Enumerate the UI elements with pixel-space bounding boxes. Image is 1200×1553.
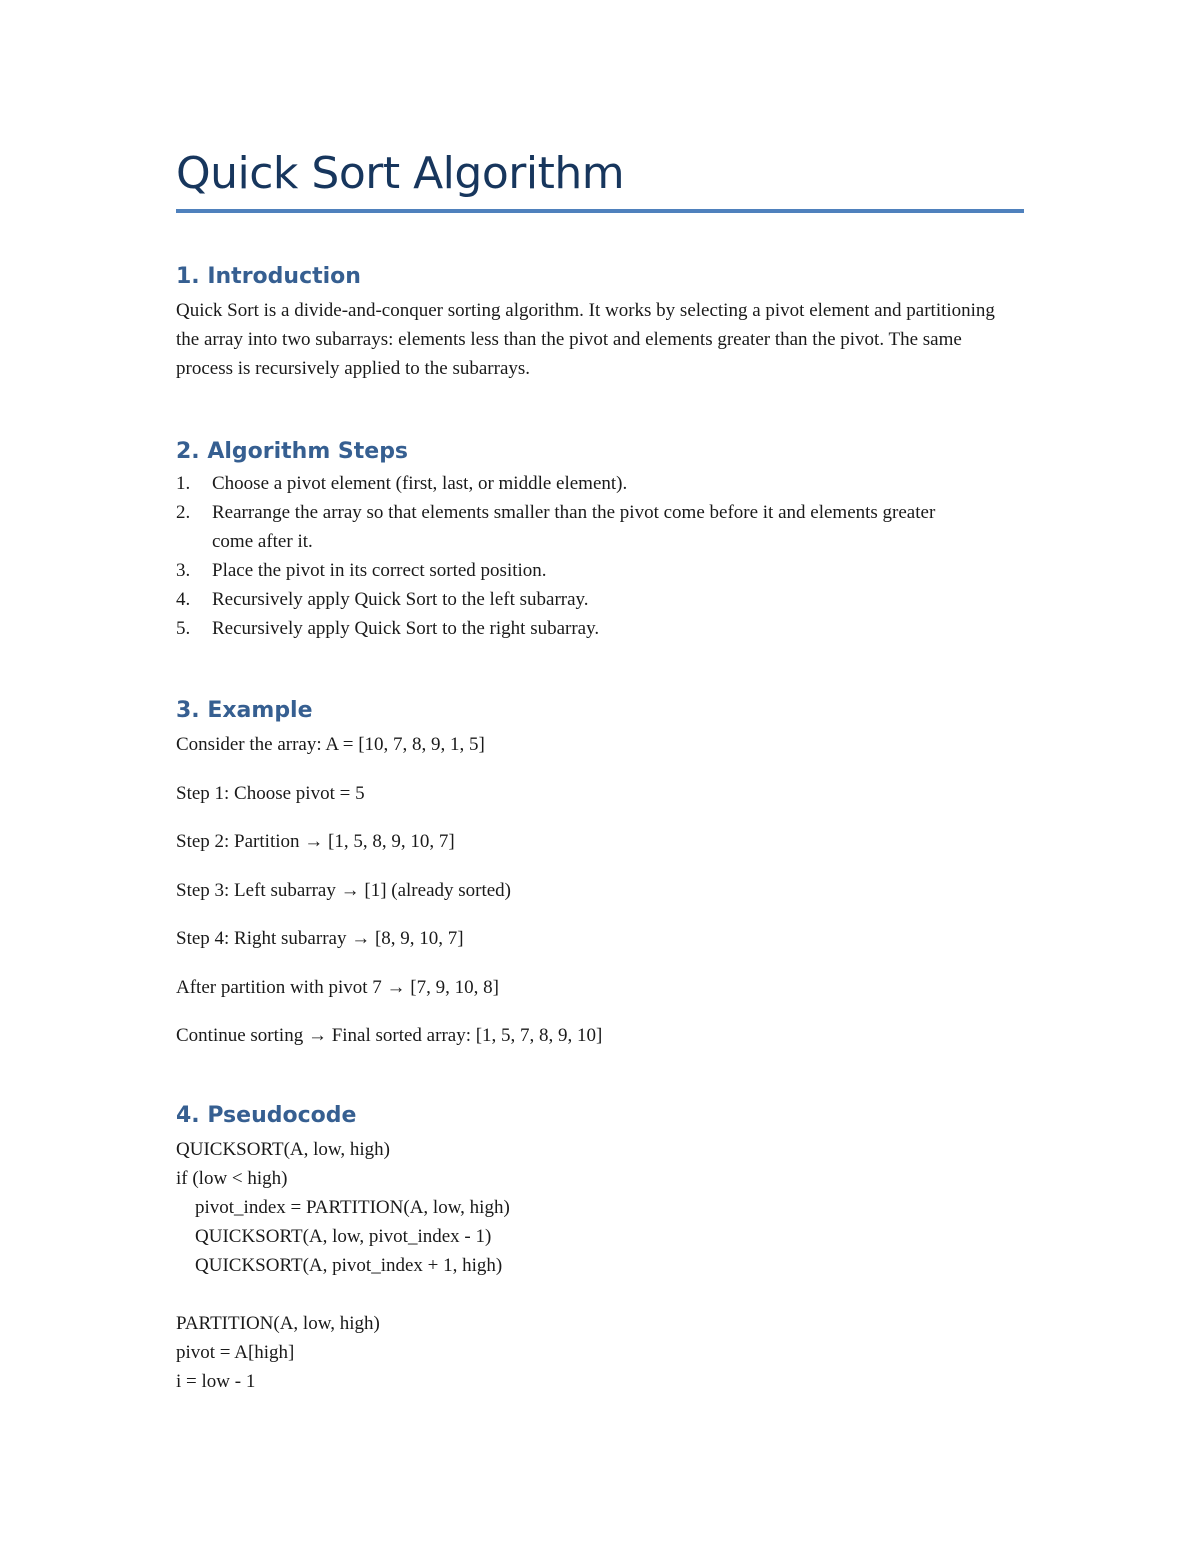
example-lines bbox=[176, 730, 1026, 1050]
section-pseudocode bbox=[176, 1101, 1026, 1396]
code-line: pivot = A[high] bbox=[176, 1342, 295, 1363]
example-line: Continue sorting → Final sorted array: [1, 5, 7, 8, 9, 10] bbox=[176, 1025, 603, 1046]
title-underline-rule bbox=[176, 209, 1024, 213]
section-heading-pseudocode: 4. Pseudocode bbox=[176, 1103, 357, 1128]
section-heading-algorithm-steps: 2. Algorithm Steps bbox=[176, 439, 409, 464]
algorithm-steps-list bbox=[176, 469, 1026, 643]
example-line: Step 1: Choose pivot = 5 bbox=[176, 782, 365, 804]
list-item-text: Place the pivot in its correct sorted position. bbox=[212, 560, 547, 581]
code-line: QUICKSORT(A, low, high) bbox=[176, 1139, 391, 1160]
list-item-text: Recursively apply Quick Sort to the left subarray. bbox=[212, 589, 589, 610]
code-line: QUICKSORT(A, low, pivot_index - 1) bbox=[195, 1226, 492, 1247]
code-line: pivot_index = PARTITION(A, low, high) bbox=[195, 1197, 510, 1218]
list-item-number: 1. bbox=[176, 473, 191, 494]
list-item-number: 4. bbox=[176, 589, 191, 610]
introduction-paragraph: Quick Sort is a divide-and-conquer sorting algorithm. It works by selecting a pivot element and partitioning the array into two subarrays: elements less than the pivot and elements greater than the pivot. The same process is recursively applied to the subarrays. bbox=[176, 300, 995, 379]
example-line: Step 4: Right subarray → [8, 9, 10, 7] bbox=[176, 928, 464, 949]
list-item bbox=[176, 469, 972, 498]
list-item bbox=[176, 614, 972, 643]
code-line: i = low - 1 bbox=[176, 1371, 256, 1392]
section-heading-example: 3. Example bbox=[176, 698, 313, 723]
example-line: After partition with pivot 7 → [7, 9, 10, 8] bbox=[176, 976, 499, 998]
section-heading-introduction: 1. Introduction bbox=[176, 264, 361, 289]
code-line: PARTITION(A, low, high) bbox=[176, 1313, 380, 1334]
example-line: Consider the array: A = [10, 7, 8, 9, 1, 5] bbox=[176, 734, 485, 755]
list-item-number: 5. bbox=[176, 618, 191, 639]
list-item bbox=[176, 498, 972, 556]
list-item bbox=[176, 556, 972, 585]
list-item bbox=[176, 585, 972, 614]
pseudocode-block bbox=[176, 1135, 1026, 1396]
list-item-text: Choose a pivot element (first, last, or middle element). bbox=[212, 473, 628, 494]
list-item-number: 3. bbox=[176, 560, 191, 581]
list-item-text: Rearrange the array so that elements smaller than the pivot come before it and elements greater come after it. bbox=[212, 502, 936, 552]
list-item-number: 2. bbox=[176, 502, 191, 523]
code-line: if (low < high) bbox=[176, 1168, 288, 1189]
section-example bbox=[176, 696, 1026, 1070]
example-line: Step 2: Partition → [1, 5, 8, 9, 10, 7] bbox=[176, 831, 455, 852]
example-line: Step 3: Left subarray → [1] (already sorted) bbox=[176, 879, 512, 901]
list-item-text: Recursively apply Quick Sort to the right subarray. bbox=[212, 618, 600, 639]
section-introduction bbox=[176, 262, 1026, 383]
document-title: Quick Sort Algorithm bbox=[176, 148, 625, 199]
code-line: QUICKSORT(A, pivot_index + 1, high) bbox=[195, 1255, 503, 1276]
section-algorithm-steps bbox=[176, 437, 1026, 643]
code-blank-line bbox=[176, 1280, 1026, 1309]
